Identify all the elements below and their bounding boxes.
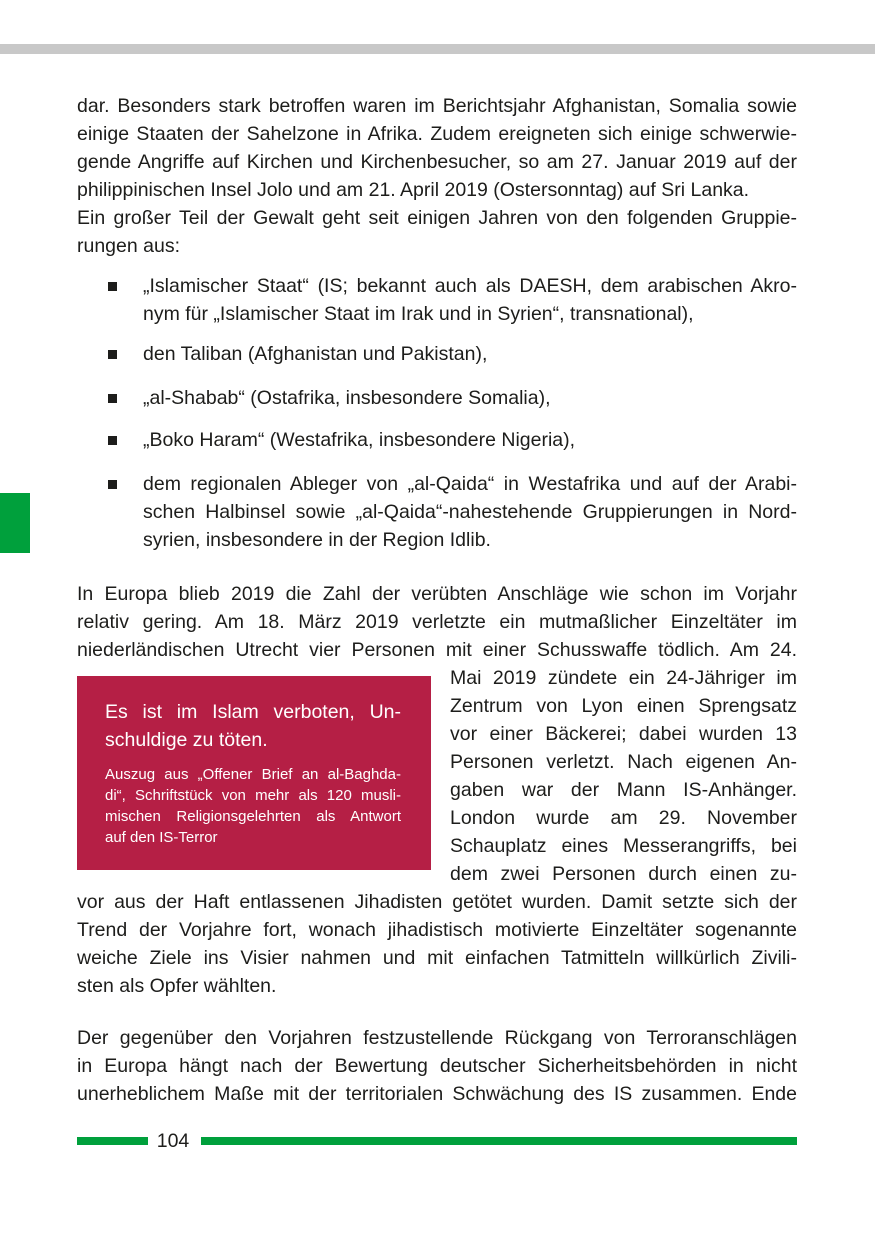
- text-line: unerheblichem Maße mit der territorialen Schwächung des IS zusammen. Ende: [77, 1083, 797, 1105]
- text-line: philippinischen Insel Jolo und am 21. April 2019 (Ostersonntag) auf Sri Lanka.: [77, 179, 750, 201]
- text-line: Ein großer Teil der Gewalt geht seit einigen Jahren von den folgenden Gruppie-: [77, 207, 797, 229]
- text-line: syrien, insbesondere in der Region Idlib.: [143, 529, 491, 551]
- square-bullet-icon: [108, 394, 117, 403]
- text-line: „Islamischer Staat“ (IS; bekannt auch als DAESH, dem arabischen Akro-: [143, 275, 797, 297]
- text-line: Der gegenüber den Vorjahren festzustellende Rückgang von Terroranschlägen: [77, 1027, 797, 1049]
- text-line: den Taliban (Afghanistan und Pakistan),: [143, 343, 488, 365]
- text-line: „al-Shabab“ (Ostafrika, insbesondere Somalia),: [143, 387, 551, 409]
- text-line: schen Halbinsel sowie „al-Qaida“-nahestehende Gruppierungen in Nord-: [143, 501, 797, 523]
- text-line: dar. Besonders stark betroffen waren im Berichtsjahr Afghanistan, Somalia sowie: [77, 95, 797, 117]
- text-line: weiche Ziele ins Visier nahmen und mit einfachen Tatmitteln willkürlich Zivili-: [77, 947, 797, 969]
- text-line: Trend der Vorjahre fort, wonach jihadistisch motivierte Einzeltäter sogenannte: [77, 919, 797, 941]
- square-bullet-icon: [108, 350, 117, 359]
- text-line: Zentrum von Lyon einen Sprengsatz: [450, 695, 797, 717]
- text-line: relativ gering. Am 18. März 2019 verletzte ein mutmaßlicher Einzeltäter im: [77, 611, 797, 633]
- text-line: nym für „Islamischer Staat im Irak und in Syrien“, transnational),: [143, 303, 694, 325]
- quote-source-line: auf den IS-Terror: [105, 829, 218, 846]
- square-bullet-icon: [108, 436, 117, 445]
- page-number: 104: [156, 1130, 190, 1152]
- text-line: Schauplatz eines Messerangriffs, bei: [450, 835, 797, 857]
- text-line: dem zwei Personen durch einen zu-: [450, 863, 797, 885]
- text-line: „Boko Haram“ (Westafrika, insbesondere Nigeria),: [143, 429, 576, 451]
- text-line: niederländischen Utrecht vier Personen mit einer Schusswaffe tödlich. Am 24.: [77, 639, 797, 661]
- square-bullet-icon: [108, 480, 117, 489]
- text-line: sten als Opfer wählten.: [77, 975, 277, 997]
- quote-box: [77, 676, 431, 870]
- quote-source: [105, 764, 401, 848]
- text-line: dem regionalen Ableger von „al-Qaida“ in Westafrika und auf der Arabi-: [143, 473, 797, 495]
- quote-source-line: mischen Religionsgelehrten als Antwort: [105, 808, 401, 825]
- text-line: London wurde am 29. November: [450, 807, 797, 829]
- quote-source-line: di“, Schriftstück von mehr als 120 musli-: [105, 787, 401, 804]
- text-line: In Europa blieb 2019 die Zahl der verübten Anschläge wie schon im Vorjahr: [77, 583, 797, 605]
- text-line: einige Staaten der Sahelzone in Afrika. Zudem ereigneten sich einige schwerwie-: [77, 123, 797, 145]
- text-line: gaben war der Mann IS-Anhänger.: [450, 779, 797, 801]
- text-line: gende Angriffe auf Kirchen und Kirchenbesucher, so am 27. Januar 2019 auf der: [77, 151, 797, 173]
- quote-text-line: schuldige zu töten.: [105, 729, 268, 751]
- text-line: rungen aus:: [77, 235, 180, 257]
- text-line: Mai 2019 zündete ein 24-Jähriger im: [450, 667, 797, 689]
- quote-source-line: Auszug aus „Offener Brief an al-Baghda-: [105, 766, 401, 783]
- text-line: vor aus der Haft entlassenen Jihadisten getötet wurden. Damit setzte sich der: [77, 891, 797, 913]
- text-line: Personen verletzt. Nach eigenen An-: [450, 751, 797, 773]
- square-bullet-icon: [108, 282, 117, 291]
- quote-text-line: Es ist im Islam verboten, Un-: [105, 701, 401, 723]
- top-rule: [0, 44, 875, 54]
- text-line: in Europa hängt nach der Bewertung deutscher Sicherheitsbehörden in nicht: [77, 1055, 797, 1077]
- chapter-marker-tab: [0, 493, 30, 553]
- footer-rule-right: [201, 1137, 797, 1145]
- footer-rule-left: [77, 1137, 148, 1145]
- text-line: vor einer Bäckerei; dabei wurden 13: [450, 723, 797, 745]
